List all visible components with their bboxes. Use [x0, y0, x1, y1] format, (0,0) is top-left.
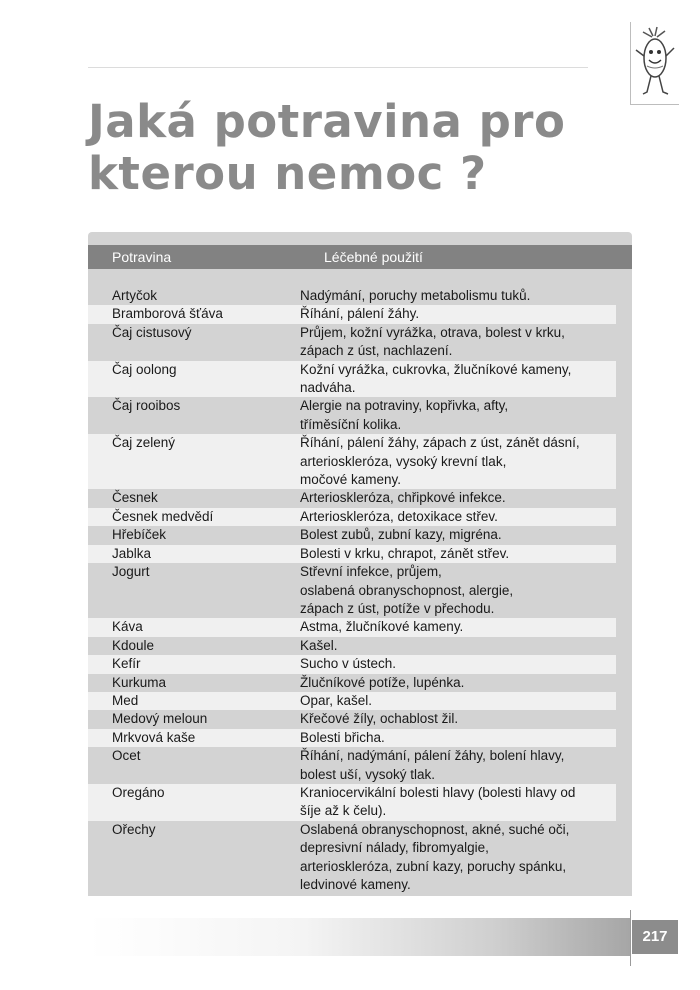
food-use-line: šíje až k čelu).: [300, 803, 387, 819]
corner-illustration: [630, 22, 679, 105]
food-use-line: Bolesti břicha.: [300, 729, 385, 745]
food-use: [300, 618, 616, 636]
food-name: Hřebíček: [112, 527, 167, 543]
table-row: [88, 784, 616, 821]
food-name: Čaj zelený: [112, 435, 176, 451]
table-row: [88, 526, 616, 544]
food-use-line: Sucho v ústech.: [300, 656, 397, 672]
food-use: [300, 729, 616, 747]
food-use-line: zápach z úst, potíže v přechodu.: [300, 600, 495, 616]
food-use-line: bolest uší, vysoký tlak.: [300, 766, 436, 782]
food-use: [300, 545, 616, 563]
food-use: [300, 489, 616, 507]
table-row: [88, 361, 616, 398]
food-use: [300, 655, 616, 673]
table-row: [88, 637, 616, 655]
food-use: [300, 747, 616, 784]
food-name: Kurkuma: [112, 674, 167, 690]
food-use-line: Nadýmání, poruchy metabolismu tuků.: [300, 288, 531, 303]
table-row: [88, 618, 616, 636]
food-use-line: arterioskleróza, vysoký krevní tlak,: [300, 453, 507, 469]
table-row: [88, 563, 616, 618]
food-name: Káva: [112, 619, 143, 635]
food-use-line: Křečové žíly, ochablost žil.: [300, 711, 459, 727]
footer-divider: [630, 910, 631, 966]
food-name: Oregáno: [112, 784, 165, 800]
food-use-line: Střevní infekce, průjem,: [300, 564, 442, 580]
page-title: [88, 96, 628, 200]
table-row: [88, 710, 616, 728]
page-title-line: Jaká potravina pro: [88, 95, 566, 148]
food-use-line: depresivní nálady, fibromyalgie,: [300, 840, 489, 856]
food-use: [300, 674, 616, 692]
table-row: [88, 434, 616, 489]
food-name: Artyčok: [112, 288, 158, 303]
food-use: [300, 563, 616, 618]
food-use-line: Arterioskleróza, detoxikace střev.: [300, 508, 498, 524]
food-table: [88, 232, 632, 896]
food-use-line: Říhání, pálení žáhy.: [300, 306, 420, 322]
table-row: [88, 674, 616, 692]
food-name: Čaj cistusový: [112, 324, 192, 340]
food-use: [300, 305, 616, 323]
food-use: [300, 821, 616, 895]
food-name: Čaj rooibos: [112, 398, 181, 414]
food-use: [300, 434, 616, 489]
food-use: [300, 784, 616, 821]
food-use-line: močové kameny.: [300, 472, 402, 488]
food-use-line: Říhání, nadýmání, pálení žáhy, bolení hlavy,: [300, 748, 565, 764]
food-name: Kdoule: [112, 637, 155, 653]
table-row: [88, 545, 616, 563]
footer-gradient-bar: [88, 918, 630, 956]
food-use-line: zápach z úst, nachlazení.: [300, 343, 453, 359]
table-body: [88, 287, 616, 894]
food-name: Kefír: [112, 656, 141, 672]
food-use-line: Kraniocervikální bolesti hlavy (bolesti hlavy od: [300, 784, 576, 800]
table-row: [88, 508, 616, 526]
page-number: 217: [632, 920, 678, 954]
food-use-line: Alergie na potraviny, kopřivka, afty,: [300, 398, 509, 414]
food-use-line: Průjem, kožní vyrážka, otrava, bolest v krku,: [300, 324, 565, 340]
food-use: [300, 324, 616, 361]
food-name: Med: [112, 692, 139, 708]
food-use: [300, 287, 616, 305]
food-use: [300, 692, 616, 710]
table-row: [88, 692, 616, 710]
food-use-line: Říhání, pálení žáhy, zápach z úst, zánět dásní,: [300, 435, 580, 451]
food-use-line: nadváha.: [300, 380, 356, 396]
food-use-line: Žlučníkové potíže, lupénka.: [300, 674, 465, 690]
table-row: [88, 287, 616, 305]
food-use-line: Arterioskleróza, chřipkové infekce.: [300, 490, 506, 506]
food-name: Ocet: [112, 748, 141, 764]
food-use-line: Kašel.: [300, 637, 338, 653]
food-use-line: ledvinové kameny.: [300, 877, 411, 892]
food-name: Mrkvová kaše: [112, 729, 196, 745]
food-use-line: Bolesti v krku, chrapot, zánět střev.: [300, 545, 510, 561]
food-name: Bramborová šťáva: [112, 306, 223, 322]
food-use-line: Kožní vyrážka, cukrovka, žlučníkové kameny,: [300, 361, 572, 377]
food-use: [300, 361, 616, 398]
food-use-line: Opar, kašel.: [300, 692, 373, 708]
table-row: [88, 655, 616, 673]
table-row: [88, 489, 616, 507]
food-use-line: Astma, žlučníkové kameny.: [300, 619, 464, 635]
food-name: Jogurt: [112, 564, 150, 580]
food-use: [300, 526, 616, 544]
food-name: Ořechy: [112, 821, 156, 837]
vegetable-mascot-icon: [633, 26, 677, 102]
food-use-line: arterioskleróza, zubní kazy, poruchy spánku,: [300, 858, 567, 874]
food-use-line: Bolest zubů, zubní kazy, migréna.: [300, 527, 502, 543]
food-use: [300, 637, 616, 655]
food-use-line: Oslabená obranyschopnost, akné, suché oči,: [300, 821, 570, 837]
page-title-line: kterou nemoc ?: [88, 147, 487, 200]
food-name: Česnek: [112, 490, 158, 506]
table-row: [88, 821, 616, 895]
food-name: Čaj oolong: [112, 361, 177, 377]
table-row: [88, 324, 616, 361]
food-use: [300, 710, 616, 728]
header-use: Léčebné použití: [324, 249, 423, 265]
food-use: [300, 508, 616, 526]
food-name: Česnek medvědí: [112, 508, 214, 524]
table-row: [88, 747, 616, 784]
table-row: [88, 729, 616, 747]
food-use-line: tříměsíční kolika.: [300, 416, 402, 432]
table-header: [88, 245, 632, 269]
food-name: Medový meloun: [112, 711, 208, 727]
table-row: [88, 397, 616, 434]
header-food: Potravina: [112, 249, 172, 265]
food-use-line: oslabená obranyschopnost, alergie,: [300, 582, 514, 598]
table-row: [88, 305, 616, 323]
food-name: Jablka: [112, 545, 152, 561]
food-use: [300, 397, 616, 434]
top-rule: [88, 67, 588, 68]
